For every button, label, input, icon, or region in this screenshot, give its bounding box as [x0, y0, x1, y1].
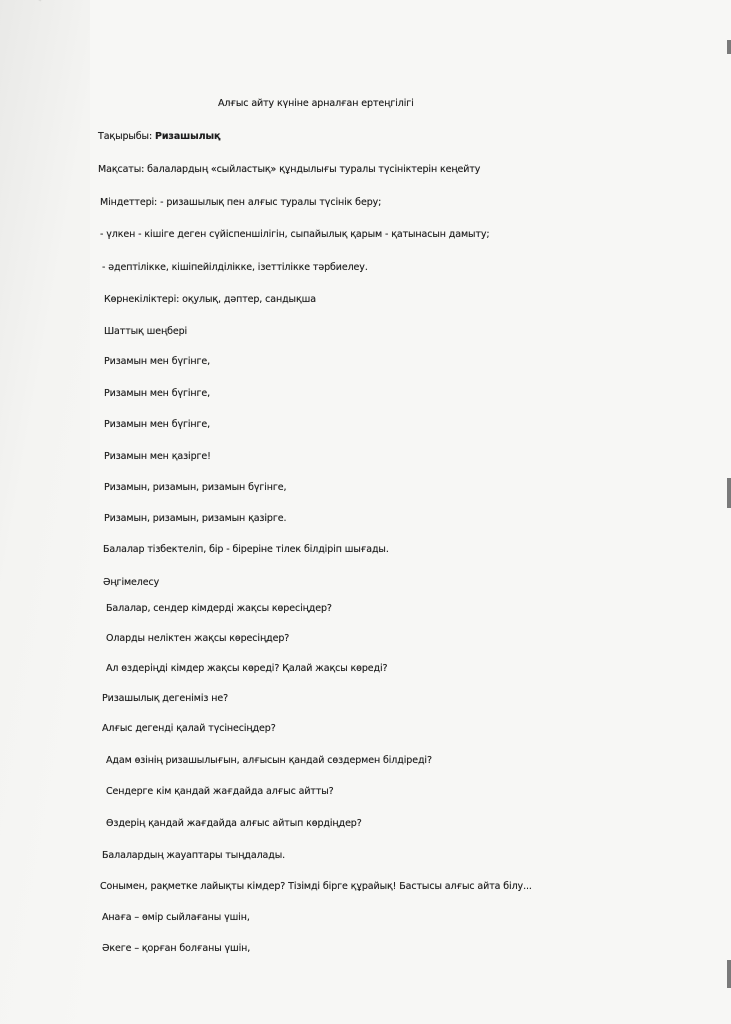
answers-line: Балалардың жауаптары тыңдалады.: [102, 850, 286, 861]
tasks-label: Міндеттері:: [100, 197, 161, 208]
wishes-line: Балалар тізбектеліп, бір - біреріне тілек білдіріп шығады.: [103, 544, 389, 555]
tasks-line: [100, 197, 381, 209]
question-line: Өздерің қандай жағдайда алғыс айтып көрдіңдер?: [106, 818, 362, 829]
task-2: - үлкен - кішіге деген сүйіспеншілігін, сыпайылық қарым - қатынасын дамыту;: [100, 229, 490, 240]
visuals-label: Көрнекіліктері:: [104, 294, 183, 305]
summary-line: Сонымен, рақметке лайықты кімдер? Тізімді бірге құрайық! Бастысы алғыс айта білу...: [100, 881, 532, 892]
poem-line: Ризамын мен бүгінге,: [104, 419, 211, 430]
question-line: Ал өздеріңді кімдер жақсы көреді? Қалай жақсы көреді?: [106, 663, 388, 674]
poem-line: Ризамын мен бүгінге,: [104, 388, 211, 399]
topic-value: Ризашылық: [154, 131, 221, 142]
question-line: Адам өзінің ризашылығын, алғысын қандай сөздермен білдіреді?: [106, 755, 432, 766]
question-line: Балалар, сендер кімдерді жақсы көресіңдер?: [106, 603, 332, 614]
goal-label: Мақсаты:: [98, 164, 148, 175]
visuals-value: оқулық, дәптер, сандықша: [182, 294, 316, 305]
circle-heading: Шаттық шеңбері: [104, 326, 188, 337]
poem-line: Ризамын, ризамын, ризамын бүгінге,: [104, 482, 287, 493]
question-line: Алғыс дегенді қалай түсінесіңдер?: [102, 723, 276, 734]
task-3: - әдептілікке, кішіпейілділікке, ізеттілікке тәрбиелеу.: [102, 262, 368, 273]
visuals-line: [104, 294, 316, 306]
poem-line: Ризамын, ризамын, ризамын қазірге.: [104, 513, 287, 524]
topic-line: [98, 131, 220, 143]
list-item: Анаға – өмір сыйлағаны үшін,: [102, 912, 250, 923]
poem-line: Ризамын мен бүгінге,: [104, 356, 211, 367]
goal-line: [98, 164, 480, 176]
list-item: Әкеге – қорған болғаны үшін,: [102, 943, 251, 954]
question-line: Оларды неліктен жақсы көресіңдер?: [106, 633, 290, 644]
document-title: Алғыс айту күніне арналған ертеңгілігі: [218, 98, 414, 109]
goal-value: балалардың «сыйластық» құндылығы туралы түсініктерін кеңейту: [147, 164, 481, 175]
poem-line: Ризамын мен қазірге!: [104, 451, 211, 462]
task-1: - ризашылық пен алғыс туралы түсінік беру;: [160, 197, 382, 208]
question-line: Ризашылық дегеніміз не?: [102, 693, 229, 704]
discussion-heading: Әңгімелесу: [103, 577, 160, 588]
topic-label: Тақырыбы:: [98, 131, 155, 142]
question-line: Сендерге кім қандай жағдайда алғыс айтты?: [106, 786, 334, 797]
